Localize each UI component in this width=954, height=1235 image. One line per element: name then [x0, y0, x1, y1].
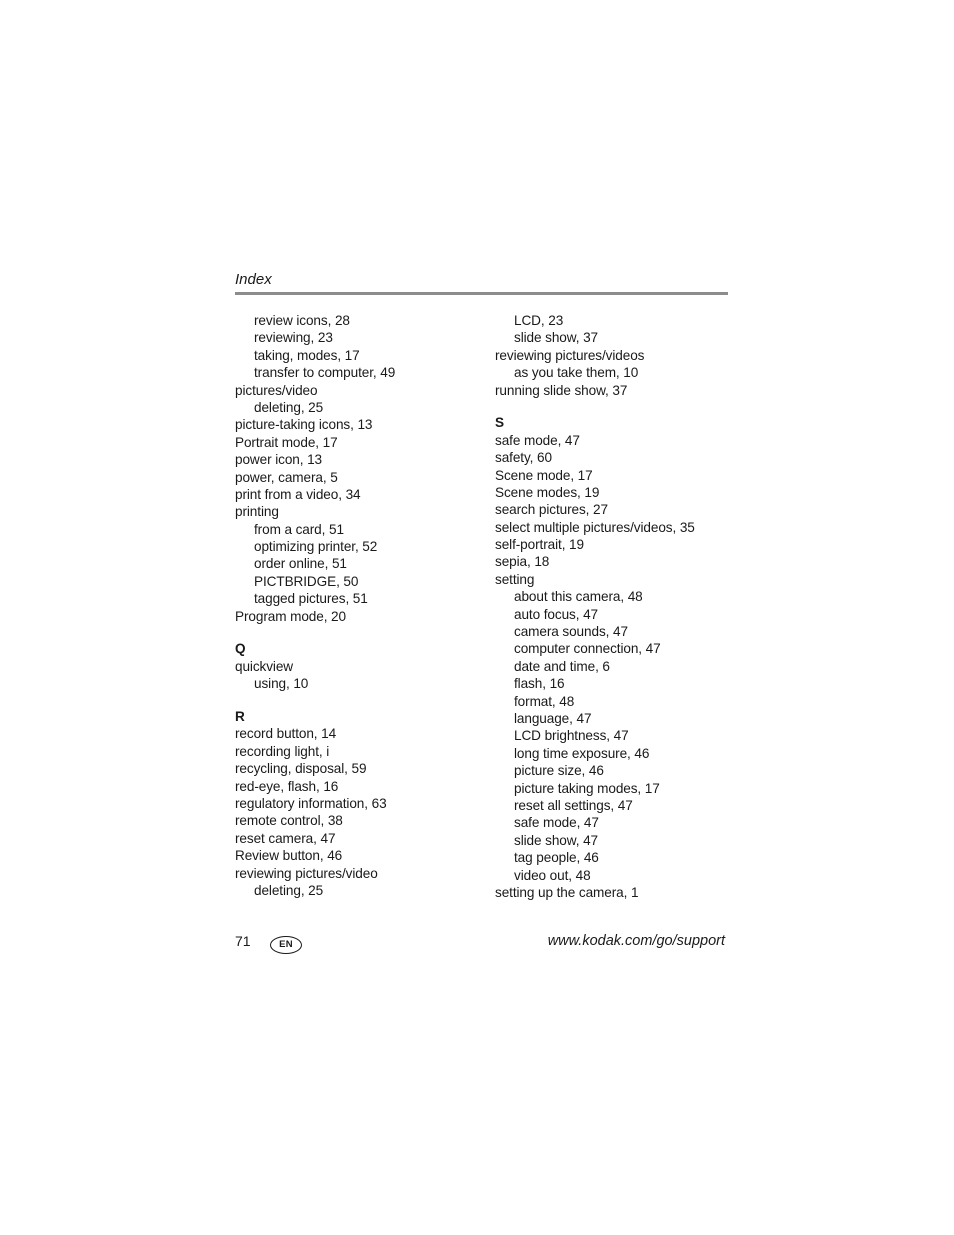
- index-column-right: [495, 312, 745, 901]
- index-letter-heading: Q: [235, 641, 246, 657]
- index-subentry: order online, 51: [254, 556, 347, 572]
- index-subentry: language, 47: [514, 710, 592, 726]
- index-subentry: deleting, 25: [254, 399, 324, 415]
- index-entry: safety, 60: [495, 450, 552, 466]
- index-subentry: about this camera, 48: [514, 589, 643, 605]
- index-entry: setting up the camera, 1: [495, 884, 639, 900]
- index-entry: search pictures, 27: [495, 502, 608, 518]
- index-entry: reviewing pictures/videos: [495, 347, 645, 363]
- index-subentry: picture size, 46: [514, 763, 604, 779]
- section-spacer: [235, 625, 485, 640]
- index-subentry: from a card, 51: [254, 521, 344, 537]
- index-subentry: flash, 16: [514, 676, 565, 692]
- index-subentry: video out, 48: [514, 867, 591, 883]
- index-subentry: picture taking modes, 17: [514, 780, 660, 796]
- index-entry: record button, 14: [235, 726, 337, 742]
- index-entry: Scene modes, 19: [495, 484, 600, 500]
- index-entry: self-portrait, 19: [495, 537, 584, 553]
- page-header-title: Index: [235, 271, 272, 288]
- index-entry: reviewing pictures/video: [235, 865, 378, 881]
- header-rule: [235, 292, 728, 295]
- index-subentry: using, 10: [254, 676, 309, 692]
- index-subentry: slide show, 47: [514, 832, 598, 848]
- index-entry: recording light, i: [235, 743, 330, 759]
- index-subentry: deleting, 25: [254, 882, 324, 898]
- index-subentry: transfer to computer, 49: [254, 365, 396, 381]
- index-subentry: taking, modes, 17: [254, 347, 360, 363]
- index-subentry: date and time, 6: [514, 658, 610, 674]
- index-entry: Program mode, 20: [235, 608, 346, 624]
- index-entry: safe mode, 47: [495, 432, 580, 448]
- index-entry: recycling, disposal, 59: [235, 761, 367, 777]
- index-entry: picture-taking icons, 13: [235, 417, 373, 433]
- index-subentry: tag people, 46: [514, 850, 599, 866]
- index-entry: running slide show, 37: [495, 382, 628, 398]
- index-entry: Scene mode, 17: [495, 467, 593, 483]
- index-entry: Portrait mode, 17: [235, 434, 338, 450]
- index-subentry: as you take them, 10: [514, 365, 639, 381]
- index-entry: reset camera, 47: [235, 830, 336, 846]
- index-subentry: review icons, 28: [254, 313, 350, 328]
- index-entry: sepia, 18: [495, 554, 550, 570]
- support-url: www.kodak.com/go/support: [547, 933, 725, 949]
- index-entry: printing: [235, 504, 279, 520]
- index-entry: select multiple pictures/videos, 35: [495, 519, 695, 535]
- index-subentry: format, 48: [514, 693, 575, 709]
- index-entry: print from a video, 34: [235, 486, 361, 502]
- index-subentry: LCD, 23: [514, 313, 564, 328]
- index-entry: quickview: [235, 658, 294, 674]
- index-subentry: camera sounds, 47: [514, 624, 628, 640]
- index-subentry: safe mode, 47: [514, 815, 599, 831]
- index-entry: pictures/video: [235, 382, 318, 398]
- index-entry: Review button, 46: [235, 848, 343, 864]
- index-entry: power, camera, 5: [235, 469, 338, 485]
- index-entry: setting: [495, 571, 535, 587]
- page-number: 71: [235, 933, 251, 949]
- index-letter-heading: R: [235, 708, 245, 724]
- index-subentry: auto focus, 47: [514, 606, 598, 622]
- index-subentry: reviewing, 23: [254, 330, 333, 346]
- language-badge: EN: [270, 936, 302, 954]
- section-spacer: [235, 693, 485, 708]
- index-subentry: PICTBRIDGE, 50: [254, 573, 359, 589]
- index-subentry: LCD brightness, 47: [514, 728, 629, 744]
- index-column-left: [235, 312, 485, 899]
- index-letter-heading: S: [495, 415, 504, 431]
- index-entry: red-eye, flash, 16: [235, 778, 339, 794]
- index-subentry: reset all settings, 47: [514, 797, 633, 813]
- index-subentry: tagged pictures, 51: [254, 591, 368, 607]
- index-subentry: long time exposure, 46: [514, 745, 650, 761]
- index-entry: regulatory information, 63: [235, 795, 387, 811]
- index-entry: power icon, 13: [235, 452, 323, 468]
- index-entry: remote control, 38: [235, 813, 343, 829]
- index-subentry: slide show, 37: [514, 330, 598, 346]
- section-spacer: [495, 399, 745, 414]
- index-subentry: optimizing printer, 52: [254, 539, 378, 555]
- index-subentry: computer connection, 47: [514, 641, 661, 657]
